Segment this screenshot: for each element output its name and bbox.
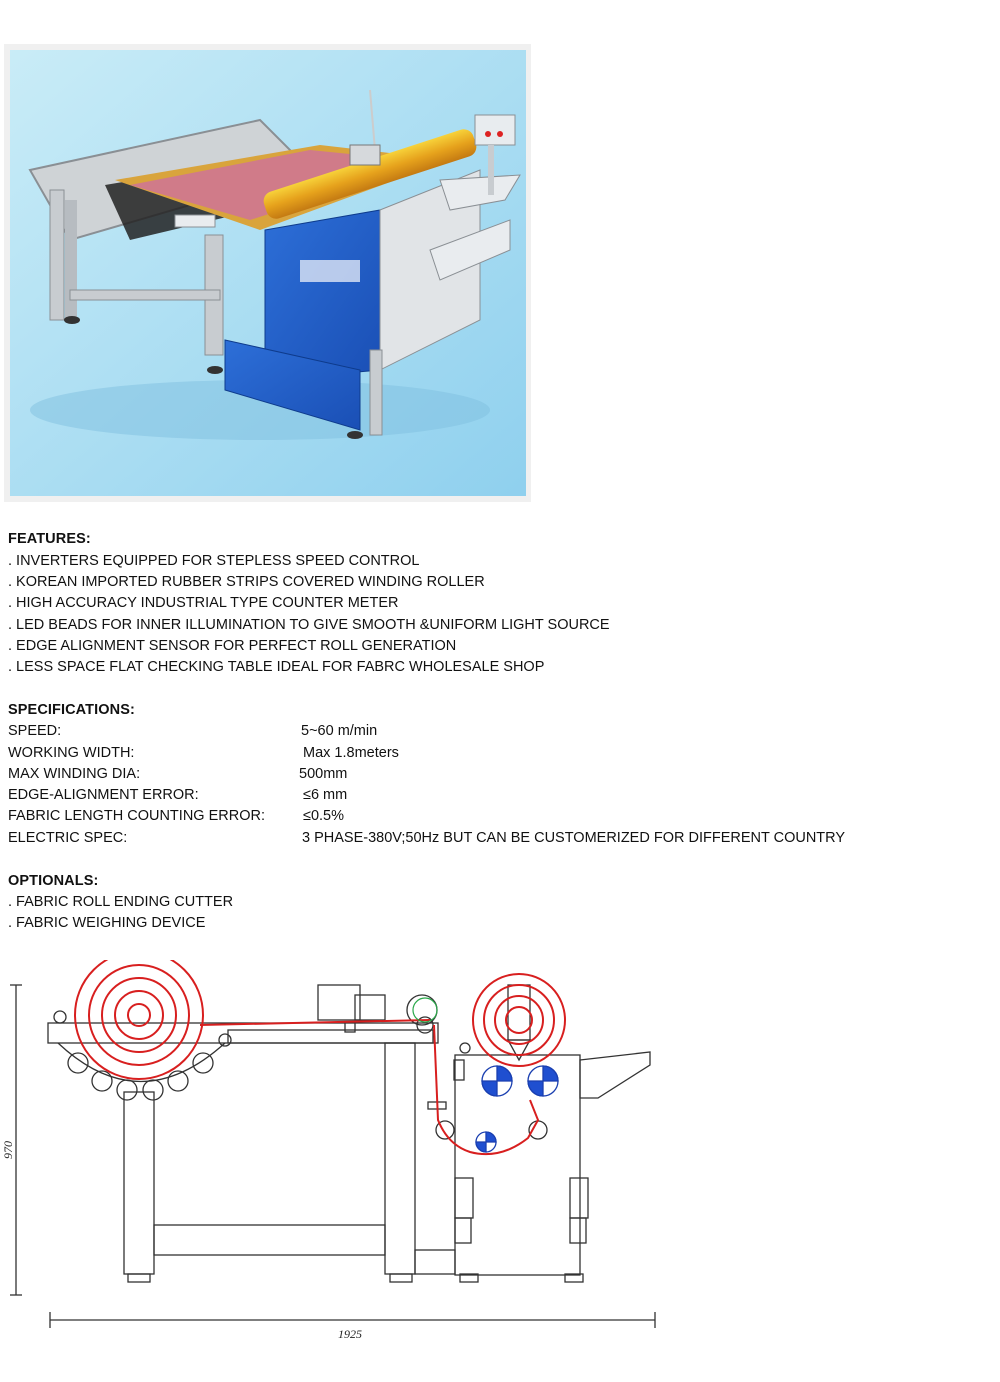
spec-label-max-winding-dia: MAX WINDING DIA: <box>8 766 141 782</box>
product-photo-frame <box>4 44 531 502</box>
spec-value-edge-alignment-error: ≤6 mm <box>303 787 348 803</box>
spec-label-electric-spec: ELECTRIC SPEC: <box>8 830 128 846</box>
machine-technical-drawing <box>0 960 1000 1360</box>
optionals-heading: OPTIONALS: <box>8 873 99 889</box>
spec-label-fabric-length-error: FABRIC LENGTH COUNTING ERROR: <box>8 808 265 824</box>
fabric-winding-machine-photo <box>10 50 526 496</box>
feature-item: . HIGH ACCURACY INDUSTRIAL TYPE COUNTER METER <box>8 595 399 611</box>
width-dimension-label: 1925 <box>338 1327 362 1341</box>
spec-label-speed: SPEED: <box>8 723 62 739</box>
height-dimension-label: 970 <box>1 1141 15 1159</box>
optional-item: . FABRIC WEIGHING DEVICE <box>8 915 206 931</box>
optional-item: . FABRIC ROLL ENDING CUTTER <box>8 894 234 910</box>
feature-item: . LESS SPACE FLAT CHECKING TABLE IDEAL FOR FABRC WHOLESALE SHOP <box>8 659 545 675</box>
spec-label-edge-alignment-error: EDGE-ALIGNMENT ERROR: <box>8 787 199 803</box>
spec-label-working-width: WORKING WIDTH: <box>8 745 135 761</box>
spec-value-speed: 5~60 m/min <box>301 723 378 739</box>
feature-item: . KOREAN IMPORTED RUBBER STRIPS COVERED WINDING ROLLER <box>8 574 485 590</box>
spec-value-fabric-length-error: ≤0.5% <box>303 808 345 824</box>
specifications-heading: SPECIFICATIONS: <box>8 702 135 718</box>
spec-value-max-winding-dia: 500mm <box>299 766 348 782</box>
features-heading: FEATURES: <box>8 531 91 547</box>
feature-item: . EDGE ALIGNMENT SENSOR FOR PERFECT ROLL GENERATION <box>8 638 457 654</box>
spec-value-working-width: Max 1.8meters <box>303 745 399 761</box>
spec-value-electric-spec: 3 PHASE-380V;50Hz BUT CAN BE CUSTOMERIZED FOR DIFFERENT COUNTRY <box>302 830 846 846</box>
feature-item: . INVERTERS EQUIPPED FOR STEPLESS SPEED CONTROL <box>8 553 420 569</box>
feature-item: . LED BEADS FOR INNER ILLUMINATION TO GIVE SMOOTH &UNIFORM LIGHT SOURCE <box>8 617 610 633</box>
